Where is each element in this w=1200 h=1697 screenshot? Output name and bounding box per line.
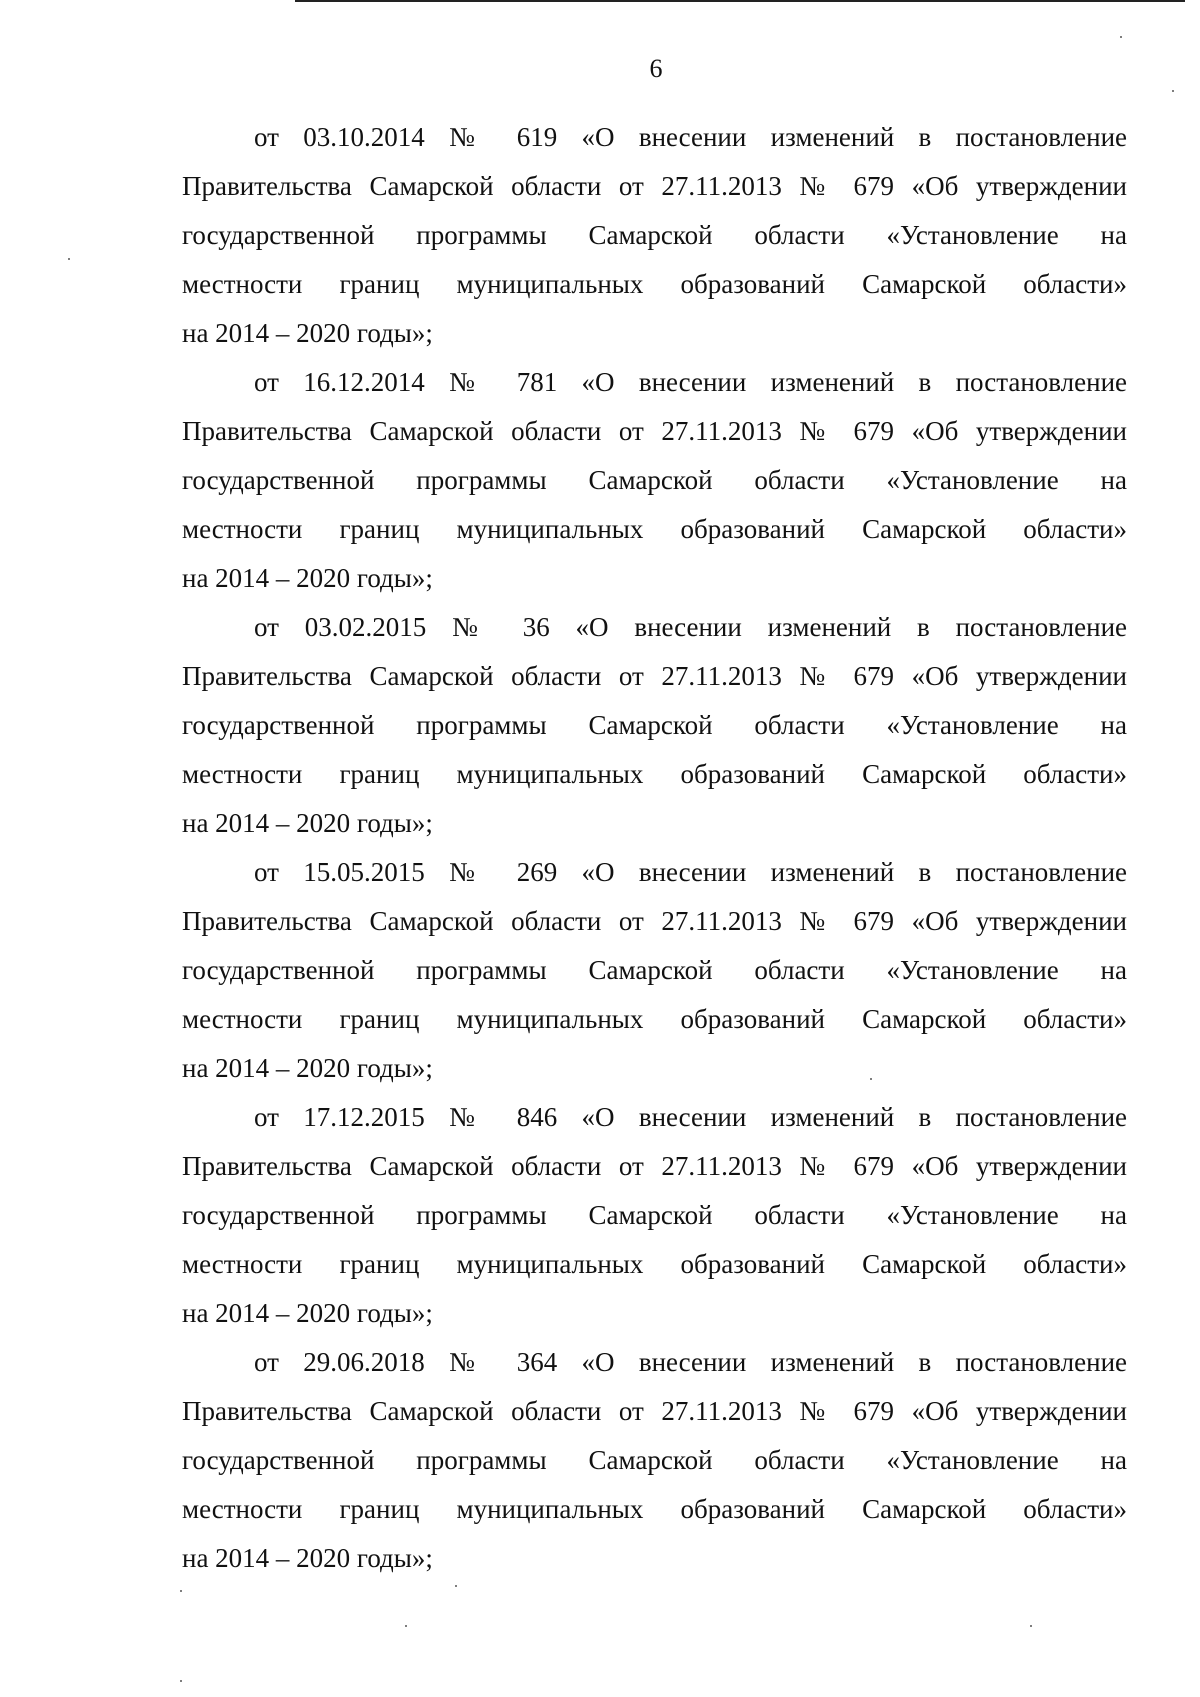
- entry-line: от 15.05.2015 № 269 «О внесении изменений в постановление: [254, 857, 1127, 887]
- entry-line: государственной программы Самарской области «Установление на: [182, 1200, 1127, 1230]
- amendment-entry-3: [182, 603, 1127, 848]
- entry-line: на 2014 – 2020 годы»;: [182, 318, 433, 348]
- entry-line: на 2014 – 2020 годы»;: [182, 1053, 433, 1083]
- amendment-entry-2: [182, 358, 1127, 603]
- entry-line: местности границ муниципальных образований Самарской области»: [182, 1494, 1127, 1524]
- entry-line: государственной программы Самарской области «Установление на: [182, 955, 1127, 985]
- amendment-entry-1: [182, 113, 1127, 358]
- amendment-entry-5: [182, 1093, 1127, 1338]
- entry-line: местности границ муниципальных образований Самарской области»: [182, 759, 1127, 789]
- entry-line: Правительства Самарской области от 27.11.2013 № 679 «Об утверждении: [182, 906, 1127, 936]
- entry-line: государственной программы Самарской области «Установление на: [182, 710, 1127, 740]
- entry-line: государственной программы Самарской области «Установление на: [182, 465, 1127, 495]
- entry-line: от 03.02.2015 № 36 «О внесении изменений в постановление: [254, 612, 1127, 642]
- entry-line: на 2014 – 2020 годы»;: [182, 563, 433, 593]
- page-number: 6: [649, 54, 663, 83]
- entry-line: Правительства Самарской области от 27.11.2013 № 679 «Об утверждении: [182, 1396, 1127, 1426]
- entry-line: на 2014 – 2020 годы»;: [182, 808, 433, 838]
- entry-line: на 2014 – 2020 годы»;: [182, 1543, 433, 1573]
- entry-line: Правительства Самарской области от 27.11.2013 № 679 «Об утверждении: [182, 1151, 1127, 1181]
- scan-speck: [1030, 1625, 1032, 1627]
- scan-speck: [455, 1585, 457, 1587]
- entry-line: Правительства Самарской области от 27.11.2013 № 679 «Об утверждении: [182, 661, 1127, 691]
- scan-speck: [68, 258, 70, 260]
- entry-line: от 29.06.2018 № 364 «О внесении изменений в постановление: [254, 1347, 1127, 1377]
- scan-speck: [1172, 90, 1174, 92]
- entry-line: местности границ муниципальных образований Самарской области»: [182, 1249, 1127, 1279]
- entry-line: от 17.12.2015 № 846 «О внесении изменений в постановление: [254, 1102, 1127, 1132]
- entry-line: от 03.10.2014 № 619 «О внесении изменений в постановление: [254, 122, 1127, 152]
- amendment-entry-6: [182, 1338, 1127, 1583]
- amendment-entry-4: [182, 848, 1127, 1093]
- entry-line: на 2014 – 2020 годы»;: [182, 1298, 433, 1328]
- entry-line: государственной программы Самарской области «Установление на: [182, 1445, 1127, 1475]
- entry-line: местности границ муниципальных образований Самарской области»: [182, 514, 1127, 544]
- scan-speck: [870, 1078, 872, 1080]
- scan-speck: [180, 1680, 182, 1682]
- entry-line: Правительства Самарской области от 27.11.2013 № 679 «Об утверждении: [182, 416, 1127, 446]
- entry-line: местности границ муниципальных образований Самарской области»: [182, 269, 1127, 299]
- document-body: [182, 113, 1127, 1583]
- scan-speck: [180, 1590, 182, 1592]
- scan-speck: [405, 1625, 407, 1627]
- entry-line: местности границ муниципальных образований Самарской области»: [182, 1004, 1127, 1034]
- entry-line: от 16.12.2014 № 781 «О внесении изменений в постановление: [254, 367, 1127, 397]
- top-border-line: [295, 0, 1185, 2]
- entry-line: Правительства Самарской области от 27.11.2013 № 679 «Об утверждении: [182, 171, 1127, 201]
- scan-speck: [1120, 36, 1122, 38]
- entry-line: государственной программы Самарской области «Установление на: [182, 220, 1127, 250]
